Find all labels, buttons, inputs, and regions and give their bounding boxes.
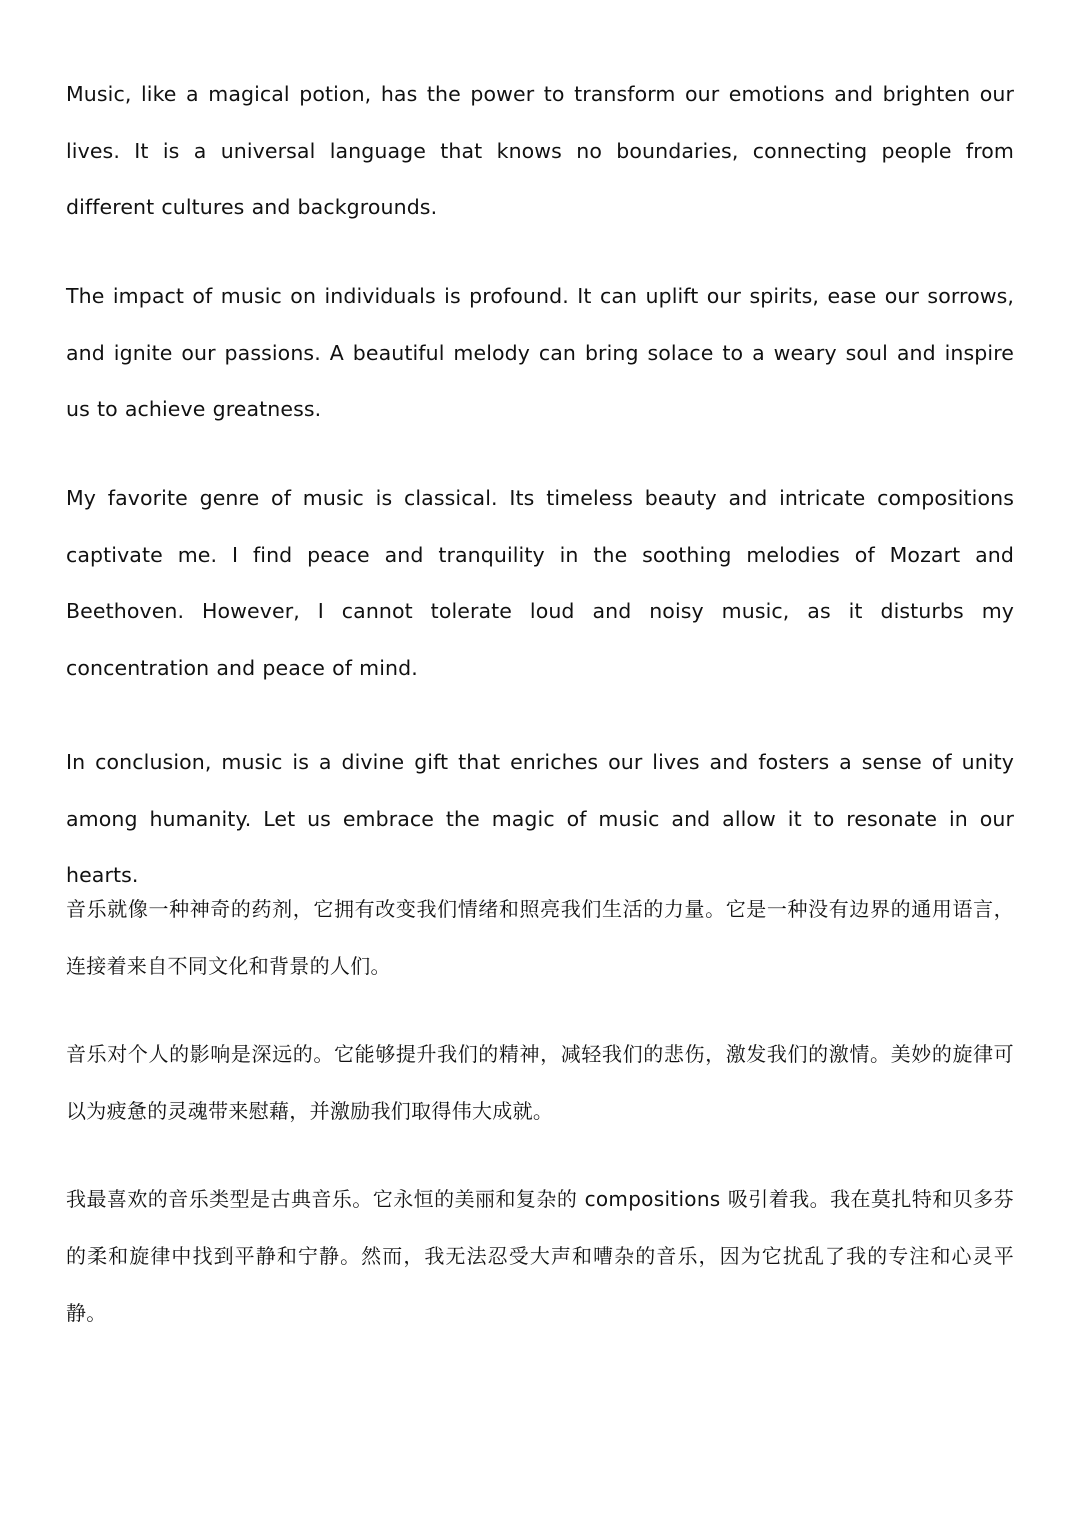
paragraph-intro-en: Music, like a magical potion, has the power to transform our emotions and brighten our lives. It is a universal language that knows no boundaries, connecting people from different cultures and backgrounds.: [66, 82, 1014, 219]
paragraph-impact-en: The impact of music on individuals is profound. It can uplift our spirits, ease our sorrows, and ignite our passions. A beautiful melody can bring solace to a weary soul and inspire us to achieve greatness.: [66, 284, 1014, 421]
paragraph-favorite-genre-zh: 我最喜欢的音乐类型是古典音乐。它永恒的美丽和复杂的 compositions 吸引着我。我在莫扎特和贝多芬的柔和旋律中找到平静和宁静。然而，我无法忍受大声和嘈杂的音乐，因为它扰乱了我的专注和心灵平静。: [66, 1187, 1014, 1325]
paragraph-favorite-genre-en: My favorite genre of music is classical. Its timeless beauty and intricate compositions captivate me. I find peace and tranquility in the soothing melodies of Mozart and Beethoven. However, I cannot tolerate loud and noisy music, as it disturbs my concentration and peace of mind.: [66, 486, 1014, 680]
paragraph-intro-zh: 音乐就像一种神奇的药剂，它拥有改变我们情绪和照亮我们生活的力量。它是一种没有边界的通用语言，连接着来自不同文化和背景的人们。: [66, 897, 1014, 978]
paragraph-conclusion-en: In conclusion, music is a divine gift that enriches our lives and fosters a sense of unity among humanity. Let us embrace the magic of music and allow it to resonate in our hearts.: [66, 750, 1014, 887]
paragraph-impact-zh: 音乐对个人的影响是深远的。它能够提升我们的精神，减轻我们的悲伤，激发我们的激情。美妙的旋律可以为疲惫的灵魂带来慰藉，并激励我们取得伟大成就。: [66, 1042, 1014, 1123]
